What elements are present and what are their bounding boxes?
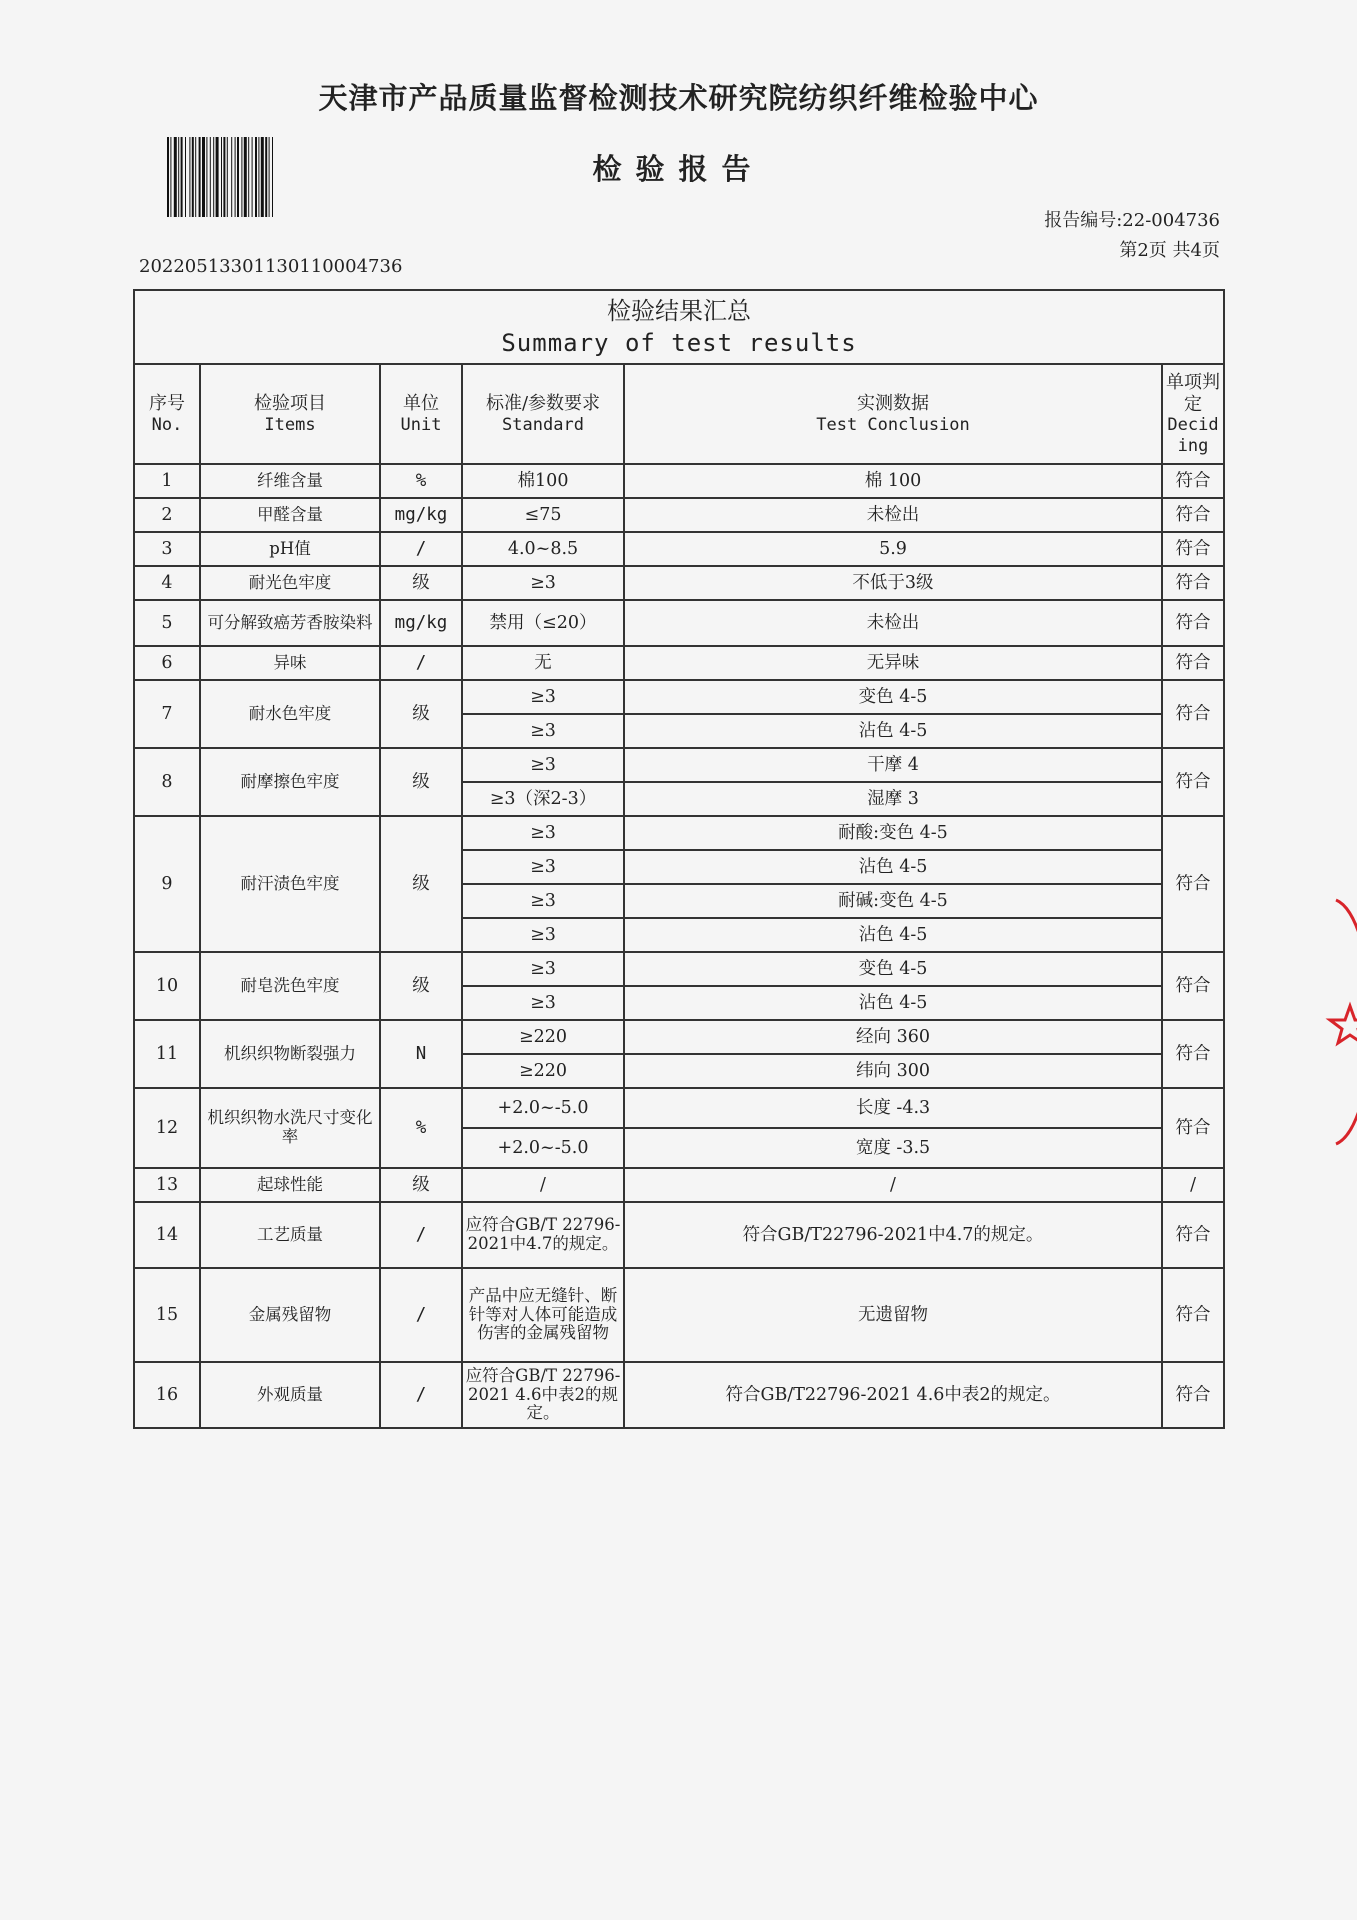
cell-unit: / [380,1268,462,1362]
cell-no: 9 [134,816,200,952]
cell-no: 15 [134,1268,200,1362]
cell-standard: ≥220 [462,1054,624,1088]
cell-no: 6 [134,646,200,680]
cell-deciding: 符合 [1162,566,1224,600]
cell-deciding: 符合 [1162,1268,1224,1362]
cell-standard: ≥3 [462,952,624,986]
cell-item: 纤维含量 [200,464,380,498]
official-seal-stamp [1316,898,1357,1146]
cell-item: 机织织物断裂强力 [200,1020,380,1088]
table-row [134,952,1224,986]
cell-result: 纬向 300 [624,1054,1162,1088]
cell-unit: / [380,532,462,566]
table-row [134,1020,1224,1054]
header-test-conclusion: 实测数据 Test Conclusion [624,364,1162,464]
cell-standard: ≥3 [462,816,624,850]
table-caption-row [134,290,1224,364]
results-table [133,289,1225,1429]
cell-no: 14 [134,1202,200,1268]
cell-standard: ≥3 [462,748,624,782]
cell-no: 1 [134,464,200,498]
cell-unit: / [380,1202,462,1268]
table-row [134,646,1224,680]
cell-unit: % [380,1088,462,1168]
cell-deciding: 符合 [1162,816,1224,952]
header-items: 检验项目 Items [200,364,380,464]
cell-result: 经向 360 [624,1020,1162,1054]
cell-unit: 级 [380,952,462,1020]
cell-standard: 4.0~8.5 [462,532,624,566]
cell-result: 变色 4-5 [624,680,1162,714]
cell-unit: % [380,464,462,498]
cell-result: 长度 -4.3 [624,1088,1162,1128]
cell-standard: ≥3 [462,714,624,748]
cell-deciding: 符合 [1162,600,1224,646]
cell-result: 符合GB/T22796-2021 4.6中表2的规定。 [624,1362,1162,1428]
table-row [134,498,1224,532]
cell-item: 外观质量 [200,1362,380,1428]
cell-standard: +2.0~-5.0 [462,1128,624,1168]
table-row [134,600,1224,646]
table-row [134,464,1224,498]
cell-result: 宽度 -3.5 [624,1128,1162,1168]
cell-result: 沾色 4-5 [624,986,1162,1020]
cell-standard: 应符合GB/T 22796-2021中4.7的规定。 [462,1202,624,1268]
cell-item: 金属残留物 [200,1268,380,1362]
cell-standard: 产品中应无缝针、断针等对人体可能造成伤害的金属残留物 [462,1268,624,1362]
cell-unit: 级 [380,816,462,952]
cell-unit: 级 [380,1168,462,1202]
cell-result: 未检出 [624,498,1162,532]
table-row [134,1268,1224,1362]
table-row [134,680,1224,714]
cell-standard: ≥3 [462,680,624,714]
cell-result: 无异味 [624,646,1162,680]
cell-deciding: 符合 [1162,952,1224,1020]
table-row [134,1088,1224,1128]
cell-no: 16 [134,1362,200,1428]
cell-no: 13 [134,1168,200,1202]
cell-result: 棉 100 [624,464,1162,498]
cell-item: 机织织物水洗尺寸变化率 [200,1088,380,1168]
cell-standard: ≥3 [462,850,624,884]
cell-item: pH值 [200,532,380,566]
cell-item: 甲醛含量 [200,498,380,532]
cell-deciding: 符合 [1162,532,1224,566]
cell-deciding: 符合 [1162,748,1224,816]
cell-standard: / [462,1168,624,1202]
cell-deciding: 符合 [1162,646,1224,680]
page-number: 第2页 共4页 [1119,240,1220,261]
header-no: 序号 No. [134,364,200,464]
cell-result: 沾色 4-5 [624,918,1162,952]
cell-result: 变色 4-5 [624,952,1162,986]
cell-result: 干摩 4 [624,748,1162,782]
cell-item: 可分解致癌芳香胺染料 [200,600,380,646]
cell-no: 12 [134,1088,200,1168]
table-body [134,464,1224,1428]
table-row [134,1202,1224,1268]
header-deciding: 单项判定 Deciding [1162,364,1224,464]
cell-result: 湿摩 3 [624,782,1162,816]
cell-standard: 禁用（≤20） [462,600,624,646]
cell-standard: 无 [462,646,624,680]
cell-standard: 棉100 [462,464,624,498]
cell-no: 11 [134,1020,200,1088]
cell-deciding: 符合 [1162,680,1224,748]
report-number: 报告编号:22-004736 [1044,210,1220,231]
cell-deciding: 符合 [1162,1088,1224,1168]
cell-result: 耐酸:变色 4-5 [624,816,1162,850]
cell-standard: 应符合GB/T 22796-2021 4.6中表2的规定。 [462,1362,624,1428]
header-standard: 标准/参数要求 Standard [462,364,624,464]
cell-unit: mg/kg [380,600,462,646]
header-unit: 单位 Unit [380,364,462,464]
cell-item: 异味 [200,646,380,680]
barcode-number: 20220513301130110004736 [139,256,403,277]
cell-item: 耐摩擦色牢度 [200,748,380,816]
cell-deciding: / [1162,1168,1224,1202]
cell-item: 耐光色牢度 [200,566,380,600]
cell-standard: ≥220 [462,1020,624,1054]
cell-deciding: 符合 [1162,498,1224,532]
cell-unit: / [380,646,462,680]
results-table-container [133,289,1223,1429]
cell-standard: ≥3 [462,884,624,918]
cell-deciding: 符合 [1162,464,1224,498]
cell-unit: / [380,1362,462,1428]
cell-deciding: 符合 [1162,1362,1224,1428]
report-title: 检验报告 [592,152,765,186]
cell-standard: ≥3 [462,566,624,600]
cell-no: 8 [134,748,200,816]
cell-unit: 级 [380,680,462,748]
cell-result: 耐碱:变色 4-5 [624,884,1162,918]
organization-title: 天津市产品质量监督检测技术研究院纺织纤维检验中心 [318,81,1039,115]
cell-item: 起球性能 [200,1168,380,1202]
cell-result: 无遗留物 [624,1268,1162,1362]
cell-no: 4 [134,566,200,600]
cell-result: / [624,1168,1162,1202]
cell-standard: ≤75 [462,498,624,532]
cell-unit: mg/kg [380,498,462,532]
cell-no: 10 [134,952,200,1020]
cell-result: 沾色 4-5 [624,850,1162,884]
cell-item: 工艺质量 [200,1202,380,1268]
cell-unit: N [380,1020,462,1088]
cell-standard: ≥3 [462,986,624,1020]
table-row [134,748,1224,782]
cell-no: 3 [134,532,200,566]
cell-unit: 级 [380,748,462,816]
caption-chinese: 检验结果汇总 [607,297,752,325]
cell-result: 符合GB/T22796-2021中4.7的规定。 [624,1202,1162,1268]
cell-unit: 级 [380,566,462,600]
cell-standard: ≥3 [462,918,624,952]
table-row [134,816,1224,850]
cell-item: 耐汗渍色牢度 [200,816,380,952]
cell-no: 5 [134,600,200,646]
cell-item: 耐皂洗色牢度 [200,952,380,1020]
table-caption [134,290,1224,364]
cell-result: 不低于3级 [624,566,1162,600]
cell-no: 7 [134,680,200,748]
cell-deciding: 符合 [1162,1202,1224,1268]
cell-item: 耐水色牢度 [200,680,380,748]
cell-result: 未检出 [624,600,1162,646]
cell-no: 2 [134,498,200,532]
cell-standard: ≥3（深2-3） [462,782,624,816]
table-row [134,1362,1224,1428]
table-header-row [134,364,1224,464]
table-row [134,532,1224,566]
table-row [134,566,1224,600]
table-row [134,1168,1224,1202]
cell-result: 沾色 4-5 [624,714,1162,748]
cell-deciding: 符合 [1162,1020,1224,1088]
cell-standard: +2.0~-5.0 [462,1088,624,1128]
cell-result: 5.9 [624,532,1162,566]
caption-english: Summary of test results [501,329,857,357]
